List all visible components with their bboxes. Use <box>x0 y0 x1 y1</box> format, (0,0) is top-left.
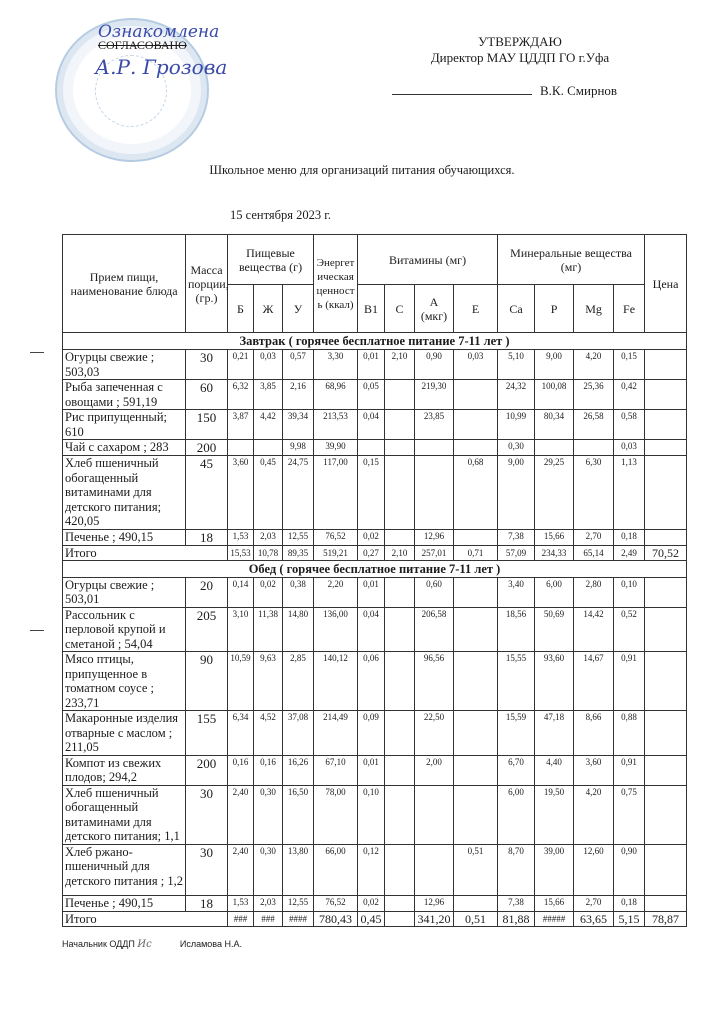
b1-cell <box>358 440 385 456</box>
mg-cell: 12,60 <box>574 844 614 895</box>
fe-cell: 0,03 <box>614 440 645 456</box>
total-energy-cell: 519,21 <box>314 545 358 560</box>
fat-cell: 0,02 <box>254 577 283 607</box>
fe-cell: 0,15 <box>614 350 645 380</box>
protein-cell <box>228 440 254 456</box>
footer-position: Начальник ОДДП <box>62 939 135 949</box>
protein-cell: 1,53 <box>228 895 254 911</box>
a-cell: 23,85 <box>415 410 454 440</box>
carbs-cell: 39,34 <box>283 410 314 440</box>
b1-cell: 0,01 <box>358 577 385 607</box>
header-nutrients: Пищевые вещества (г) <box>228 235 314 285</box>
fe-cell: 0,91 <box>614 652 645 711</box>
approval-position: Директор МАУ ЦДДП ГО г.Уфа <box>430 50 610 65</box>
total-label: Итого <box>63 545 228 560</box>
price-cell <box>645 350 687 380</box>
total-a-cell: 257,01 <box>415 545 454 560</box>
b1-cell: 0,10 <box>358 785 385 844</box>
b1-cell: 0,12 <box>358 844 385 895</box>
a-cell <box>415 844 454 895</box>
b1-cell: 0,02 <box>358 529 385 545</box>
approval-heading: УТВЕРЖДАЮ <box>478 34 562 49</box>
e-cell <box>454 755 498 785</box>
fat-cell: 0,16 <box>254 755 283 785</box>
p-cell: 80,34 <box>535 410 574 440</box>
e-cell: 0,03 <box>454 350 498 380</box>
mass-cell: 155 <box>186 711 228 756</box>
table-row <box>63 350 687 380</box>
protein-cell: 6,32 <box>228 380 254 410</box>
energy-cell: 76,52 <box>314 529 358 545</box>
handwritten-signature-name: А.Р. Грозова <box>95 55 228 79</box>
fat-cell: 0,45 <box>254 456 283 530</box>
total-mg-cell: 65,14 <box>574 545 614 560</box>
b1-cell: 0,04 <box>358 410 385 440</box>
total-protein-cell: ### <box>228 911 254 926</box>
header-fe: Fe <box>614 285 645 333</box>
e-cell <box>454 440 498 456</box>
fat-cell: 2,03 <box>254 529 283 545</box>
mass-cell: 20 <box>186 577 228 607</box>
total-a-cell: 341,20 <box>415 911 454 926</box>
carbs-cell: 2,85 <box>283 652 314 711</box>
section-title: Обед ( горячее бесплатное питание 7-11 лет ) <box>63 560 687 577</box>
e-cell <box>454 607 498 652</box>
energy-cell: 66,00 <box>314 844 358 895</box>
mass-cell: 18 <box>186 895 228 911</box>
p-cell: 19,50 <box>535 785 574 844</box>
e-cell: 0,51 <box>454 844 498 895</box>
a-cell: 12,96 <box>415 529 454 545</box>
fe-cell: 0,91 <box>614 755 645 785</box>
fat-cell: 4,42 <box>254 410 283 440</box>
a-cell: 206,58 <box>415 607 454 652</box>
c-cell <box>385 895 415 911</box>
c-cell <box>385 607 415 652</box>
c-cell <box>385 440 415 456</box>
energy-cell: 214,49 <box>314 711 358 756</box>
p-cell: 39,00 <box>535 844 574 895</box>
mg-cell: 6,30 <box>574 456 614 530</box>
e-cell: 0,68 <box>454 456 498 530</box>
carbs-cell: 16,26 <box>283 755 314 785</box>
c-cell <box>385 785 415 844</box>
mass-cell: 200 <box>186 755 228 785</box>
a-cell: 0,60 <box>415 577 454 607</box>
total-price-cell: 78,87 <box>645 911 687 926</box>
b1-cell: 0,05 <box>358 380 385 410</box>
total-protein-cell: 15,53 <box>228 545 254 560</box>
menu-table-body <box>63 333 687 927</box>
header-dish-name: Прием пищи, наименование блюда <box>63 235 186 333</box>
ca-cell: 7,38 <box>498 529 535 545</box>
mass-cell: 30 <box>186 350 228 380</box>
dish-name-cell: Хлеб ржано-пшеничный для детского питания ; 1,2 <box>63 844 186 895</box>
section-header-row <box>63 333 687 350</box>
table-row <box>63 380 687 410</box>
ca-cell: 18,56 <box>498 607 535 652</box>
price-cell <box>645 844 687 895</box>
header-e: E <box>454 285 498 333</box>
header-p: P <box>535 285 574 333</box>
c-cell <box>385 529 415 545</box>
table-row <box>63 577 687 607</box>
c-cell <box>385 652 415 711</box>
energy-cell: 76,52 <box>314 895 358 911</box>
carbs-cell: 0,38 <box>283 577 314 607</box>
mg-cell: 25,36 <box>574 380 614 410</box>
table-row <box>63 652 687 711</box>
ca-cell: 15,55 <box>498 652 535 711</box>
e-cell <box>454 410 498 440</box>
total-b1-cell: 0,27 <box>358 545 385 560</box>
price-cell <box>645 529 687 545</box>
b1-cell: 0,06 <box>358 652 385 711</box>
protein-cell: 2,40 <box>228 844 254 895</box>
carbs-cell: 2,16 <box>283 380 314 410</box>
total-e-cell: 0,51 <box>454 911 498 926</box>
section-title: Завтрак ( горячее бесплатное питание 7-11 лет ) <box>63 333 687 350</box>
c-cell <box>385 577 415 607</box>
mass-cell: 205 <box>186 607 228 652</box>
e-cell <box>454 652 498 711</box>
fat-cell: 11,38 <box>254 607 283 652</box>
handwritten-acknowledged: Ознакомлена <box>98 22 220 42</box>
carbs-cell: 0,57 <box>283 350 314 380</box>
fe-cell: 0,10 <box>614 577 645 607</box>
ca-cell: 10,99 <box>498 410 535 440</box>
total-fe-cell: 2,49 <box>614 545 645 560</box>
energy-cell: 140,12 <box>314 652 358 711</box>
table-row <box>63 440 687 456</box>
fe-cell: 0,52 <box>614 607 645 652</box>
header-energy: Энергетическая ценность (ккал) <box>314 235 358 333</box>
price-cell <box>645 652 687 711</box>
a-cell: 12,96 <box>415 895 454 911</box>
ca-cell: 15,59 <box>498 711 535 756</box>
dish-name-cell: Хлеб пшеничный обогащенный витаминами для детского питания; 1,1 <box>63 785 186 844</box>
p-cell: 100,08 <box>535 380 574 410</box>
carbs-cell: 14,80 <box>283 607 314 652</box>
e-cell <box>454 577 498 607</box>
c-cell <box>385 711 415 756</box>
protein-cell: 0,14 <box>228 577 254 607</box>
c-cell <box>385 456 415 530</box>
carbs-cell: 37,08 <box>283 711 314 756</box>
total-p-cell: ##### <box>535 911 574 926</box>
b1-cell: 0,04 <box>358 607 385 652</box>
fat-cell: 0,30 <box>254 844 283 895</box>
mass-cell: 60 <box>186 380 228 410</box>
price-cell <box>645 456 687 530</box>
dish-name-cell: Макаронные изделия отварные с маслом ; 211,05 <box>63 711 186 756</box>
ca-cell: 6,70 <box>498 755 535 785</box>
mg-cell: 3,60 <box>574 755 614 785</box>
total-fat-cell: ### <box>254 911 283 926</box>
b1-cell: 0,01 <box>358 755 385 785</box>
table-row <box>63 456 687 530</box>
mass-cell: 30 <box>186 785 228 844</box>
section-header-row <box>63 560 687 577</box>
p-cell: 50,69 <box>535 607 574 652</box>
total-b1-cell: 0,45 <box>358 911 385 926</box>
protein-cell: 10,59 <box>228 652 254 711</box>
header-c: C <box>385 285 415 333</box>
carbs-cell: 13,80 <box>283 844 314 895</box>
total-price-cell: 70,52 <box>645 545 687 560</box>
fat-cell <box>254 440 283 456</box>
table-row <box>63 711 687 756</box>
protein-cell: 3,87 <box>228 410 254 440</box>
mass-cell: 150 <box>186 410 228 440</box>
dish-name-cell: Рыба запеченная с овощами ; 591,19 <box>63 380 186 410</box>
mg-cell: 4,20 <box>574 785 614 844</box>
table-row <box>63 895 687 911</box>
energy-cell: 3,30 <box>314 350 358 380</box>
mg-cell: 2,80 <box>574 577 614 607</box>
b1-cell: 0,02 <box>358 895 385 911</box>
table-row <box>63 785 687 844</box>
carbs-cell: 12,55 <box>283 895 314 911</box>
carbs-cell: 16,50 <box>283 785 314 844</box>
price-cell <box>645 785 687 844</box>
total-label: Итого <box>63 911 228 926</box>
mg-cell <box>574 440 614 456</box>
a-cell: 219,30 <box>415 380 454 410</box>
protein-cell: 1,53 <box>228 529 254 545</box>
total-energy-cell: 780,43 <box>314 911 358 926</box>
a-cell: 2,00 <box>415 755 454 785</box>
header-mg: Mg <box>574 285 614 333</box>
margin-mark <box>30 352 44 353</box>
b1-cell: 0,01 <box>358 350 385 380</box>
a-cell: 22,50 <box>415 711 454 756</box>
header-a: А (мкг) <box>415 285 454 333</box>
p-cell: 15,66 <box>535 895 574 911</box>
mg-cell: 14,42 <box>574 607 614 652</box>
p-cell: 15,66 <box>535 529 574 545</box>
fe-cell: 0,88 <box>614 711 645 756</box>
margin-mark <box>30 630 44 631</box>
p-cell: 9,00 <box>535 350 574 380</box>
e-cell <box>454 529 498 545</box>
total-carbs-cell: 89,35 <box>283 545 314 560</box>
p-cell: 47,18 <box>535 711 574 756</box>
fe-cell: 0,90 <box>614 844 645 895</box>
p-cell: 6,00 <box>535 577 574 607</box>
ca-cell: 3,40 <box>498 577 535 607</box>
e-cell <box>454 380 498 410</box>
e-cell <box>454 785 498 844</box>
energy-cell: 136,00 <box>314 607 358 652</box>
total-fe-cell: 5,15 <box>614 911 645 926</box>
header-price: Цена <box>645 235 687 333</box>
p-cell: 29,25 <box>535 456 574 530</box>
c-cell <box>385 380 415 410</box>
dish-name-cell: Рис припущенный; 610 <box>63 410 186 440</box>
fe-cell: 0,58 <box>614 410 645 440</box>
total-row <box>63 545 687 560</box>
ca-cell: 6,00 <box>498 785 535 844</box>
protein-cell: 0,21 <box>228 350 254 380</box>
dish-name-cell: Рассольник с перловой крупой и сметаной ; 54,04 <box>63 607 186 652</box>
price-cell <box>645 711 687 756</box>
a-cell: 0,90 <box>415 350 454 380</box>
table-row <box>63 755 687 785</box>
mg-cell: 2,70 <box>574 895 614 911</box>
approval-block <box>405 34 635 66</box>
header-carbs: У <box>283 285 314 333</box>
ca-cell: 5,10 <box>498 350 535 380</box>
ca-cell: 0,30 <box>498 440 535 456</box>
fat-cell: 3,85 <box>254 380 283 410</box>
fat-cell: 0,03 <box>254 350 283 380</box>
table-row <box>63 607 687 652</box>
price-cell <box>645 607 687 652</box>
footer-name: Исламова Н.А. <box>179 939 242 949</box>
document-title: Школьное меню для организаций питания обучающихся. <box>209 163 515 177</box>
energy-cell: 39,90 <box>314 440 358 456</box>
price-cell <box>645 577 687 607</box>
total-c-cell <box>385 911 415 926</box>
menu-date: 15 сентября 2023 г. <box>230 208 332 222</box>
a-cell <box>415 785 454 844</box>
fe-cell: 0,42 <box>614 380 645 410</box>
dish-name-cell: Компот из свежих плодов; 294,2 <box>63 755 186 785</box>
c-cell <box>385 844 415 895</box>
p-cell: 93,60 <box>535 652 574 711</box>
header-b1: B1 <box>358 285 385 333</box>
mass-cell: 200 <box>186 440 228 456</box>
header-protein: Б <box>228 285 254 333</box>
mg-cell: 14,67 <box>574 652 614 711</box>
mass-cell: 18 <box>186 529 228 545</box>
b1-cell: 0,09 <box>358 711 385 756</box>
header-vitamins: Витамины (мг) <box>358 235 498 285</box>
mass-cell: 90 <box>186 652 228 711</box>
fe-cell: 0,75 <box>614 785 645 844</box>
dish-name-cell: Мясо птицы, припущенное в томатном соусе ; 233,71 <box>63 652 186 711</box>
energy-cell: 117,00 <box>314 456 358 530</box>
fe-cell: 0,18 <box>614 529 645 545</box>
table-row <box>63 844 687 895</box>
e-cell <box>454 895 498 911</box>
footer-signoff <box>62 939 242 950</box>
carbs-cell: 24,75 <box>283 456 314 530</box>
menu-table <box>62 234 687 927</box>
table-row <box>63 410 687 440</box>
total-p-cell: 234,33 <box>535 545 574 560</box>
dish-name-cell: Огурцы свежие ; 503,03 <box>63 350 186 380</box>
fat-cell: 2,03 <box>254 895 283 911</box>
fat-cell: 4,52 <box>254 711 283 756</box>
mg-cell: 4,20 <box>574 350 614 380</box>
header-ca: Ca <box>498 285 535 333</box>
carbs-cell: 12,55 <box>283 529 314 545</box>
agreed-label: СОГЛАСОВАНО <box>98 38 187 52</box>
dish-name-cell: Печенье ; 490,15 <box>63 529 186 545</box>
price-cell <box>645 895 687 911</box>
dish-name-cell: Чай с сахаром ; 283 <box>63 440 186 456</box>
energy-cell: 68,96 <box>314 380 358 410</box>
p-cell <box>535 440 574 456</box>
total-ca-cell: 57,09 <box>498 545 535 560</box>
dish-name-cell: Хлеб пшеничный обогащенный витаминами для детского питания; 420,05 <box>63 456 186 530</box>
a-cell <box>415 440 454 456</box>
c-cell <box>385 410 415 440</box>
c-cell <box>385 755 415 785</box>
mass-cell: 45 <box>186 456 228 530</box>
fe-cell: 1,13 <box>614 456 645 530</box>
total-fat-cell: 10,78 <box>254 545 283 560</box>
e-cell <box>454 711 498 756</box>
price-cell <box>645 380 687 410</box>
total-carbs-cell: #### <box>283 911 314 926</box>
ca-cell: 24,32 <box>498 380 535 410</box>
carbs-cell: 9,98 <box>283 440 314 456</box>
total-ca-cell: 81,88 <box>498 911 535 926</box>
approver-name: В.К. Смирнов <box>540 83 618 98</box>
mass-cell: 30 <box>186 844 228 895</box>
dish-name-cell: Огурцы свежие ; 503,01 <box>63 577 186 607</box>
c-cell: 2,10 <box>385 350 415 380</box>
ca-cell: 8,70 <box>498 844 535 895</box>
a-cell: 96,56 <box>415 652 454 711</box>
total-e-cell: 0,71 <box>454 545 498 560</box>
total-row <box>63 911 687 926</box>
b1-cell: 0,15 <box>358 456 385 530</box>
table-row <box>63 529 687 545</box>
mg-cell: 26,58 <box>574 410 614 440</box>
footer-signature: Ис <box>137 939 152 950</box>
fe-cell: 0,18 <box>614 895 645 911</box>
signature-line <box>392 94 532 95</box>
energy-cell: 67,10 <box>314 755 358 785</box>
total-mg-cell: 63,65 <box>574 911 614 926</box>
p-cell: 4,40 <box>535 755 574 785</box>
header-fat: Ж <box>254 285 283 333</box>
ca-cell: 9,00 <box>498 456 535 530</box>
a-cell <box>415 456 454 530</box>
protein-cell: 6,34 <box>228 711 254 756</box>
dish-name-cell: Печенье ; 490,15 <box>63 895 186 911</box>
total-c-cell: 2,10 <box>385 545 415 560</box>
mg-cell: 8,66 <box>574 711 614 756</box>
protein-cell: 2,40 <box>228 785 254 844</box>
energy-cell: 78,00 <box>314 785 358 844</box>
header-minerals: Минеральные вещества (мг) <box>498 235 645 285</box>
fat-cell: 0,30 <box>254 785 283 844</box>
price-cell <box>645 755 687 785</box>
protein-cell: 3,60 <box>228 456 254 530</box>
ca-cell: 7,38 <box>498 895 535 911</box>
price-cell <box>645 440 687 456</box>
protein-cell: 0,16 <box>228 755 254 785</box>
energy-cell: 2,20 <box>314 577 358 607</box>
energy-cell: 213,53 <box>314 410 358 440</box>
price-cell <box>645 410 687 440</box>
protein-cell: 3,10 <box>228 607 254 652</box>
header-portion-mass: Масса порции, (гр.) <box>186 235 228 333</box>
mg-cell: 2,70 <box>574 529 614 545</box>
fat-cell: 9,63 <box>254 652 283 711</box>
